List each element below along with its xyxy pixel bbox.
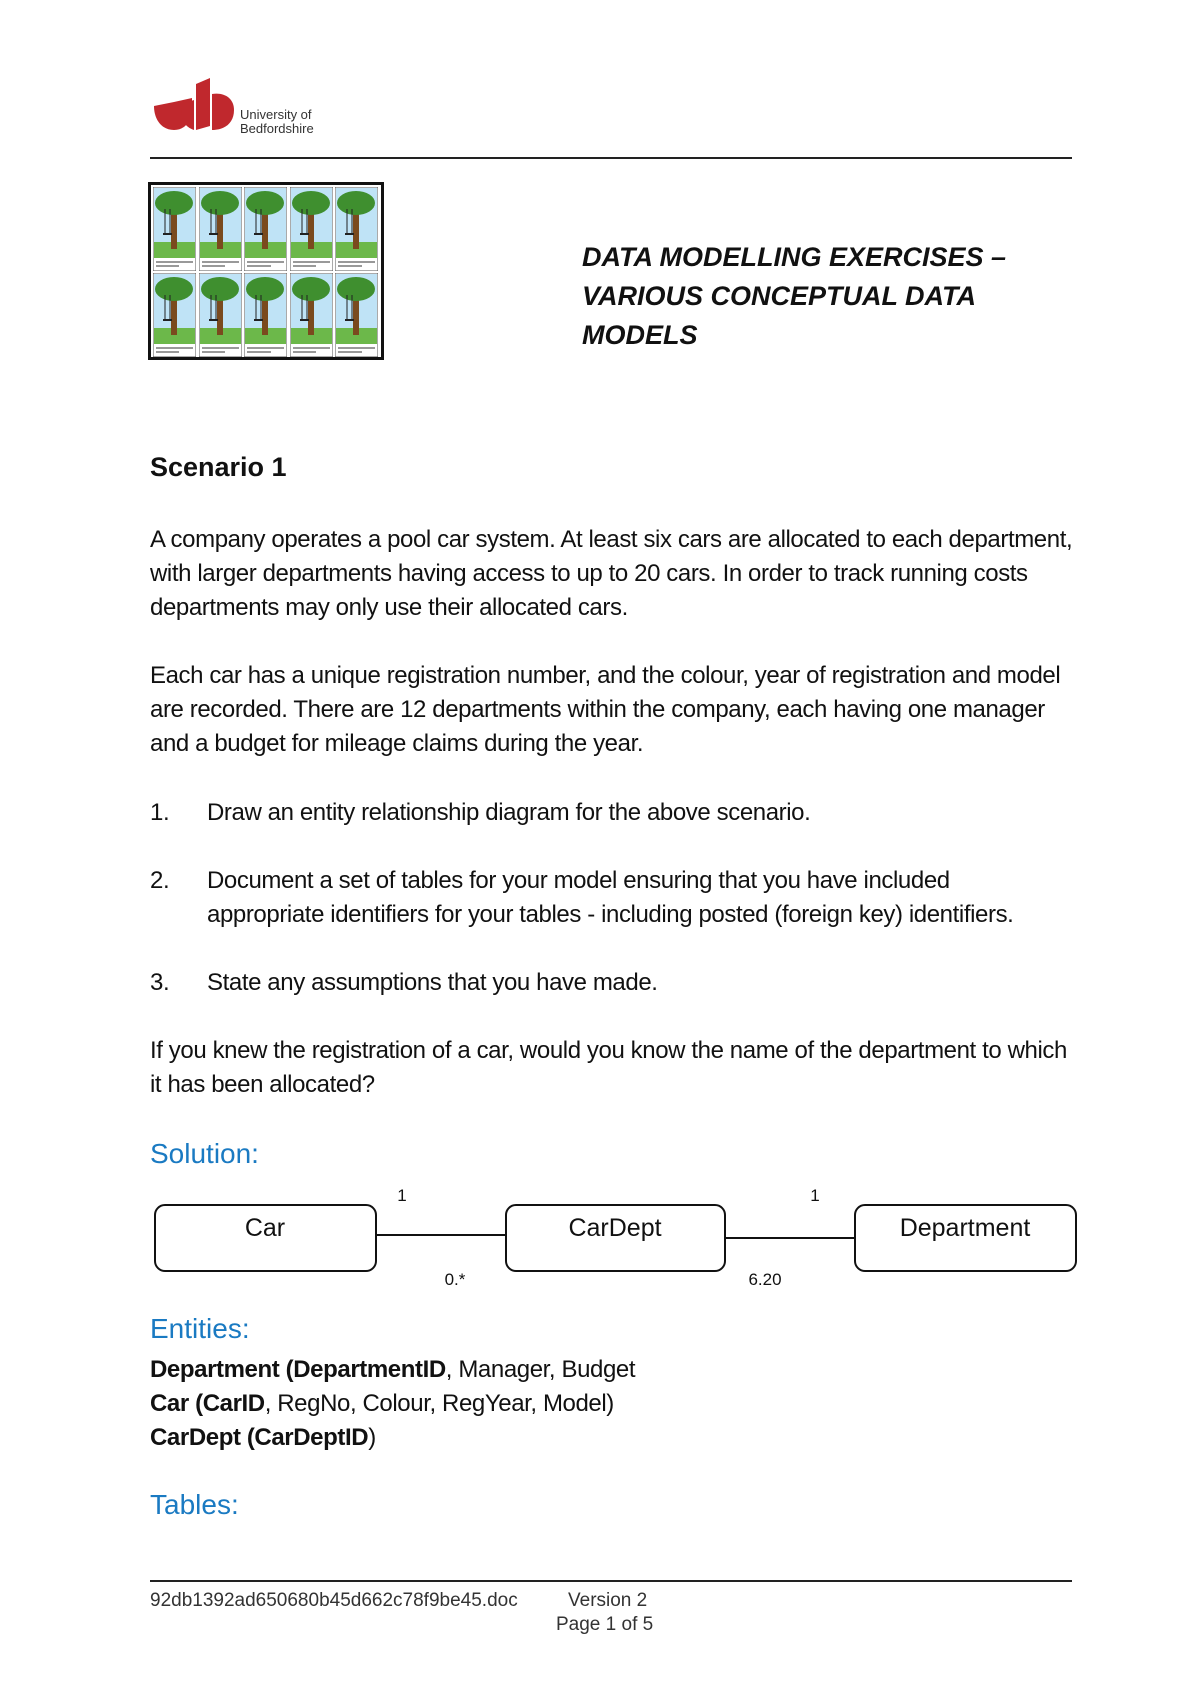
entities-list — [150, 1353, 1080, 1455]
cartoon-panel — [244, 187, 287, 271]
entity-attributes: , Manager, Budget — [445, 1356, 636, 1383]
list-item — [150, 796, 1080, 830]
cartoon-panel — [335, 273, 378, 357]
er-diagram — [140, 1185, 1080, 1290]
list-item-number: 2. — [150, 867, 170, 894]
tables-heading: Tables: — [150, 1489, 239, 1520]
cartoon-panel — [335, 187, 378, 271]
cartoon-panel — [199, 187, 242, 271]
university-logo-mark — [152, 76, 242, 136]
solution-heading: Solution: — [150, 1138, 259, 1169]
header-rule — [150, 157, 1072, 159]
cartoon-panel — [290, 273, 333, 357]
cartoon-caption — [246, 345, 285, 355]
cardinality-car-side: 1 — [397, 1186, 407, 1205]
entity-primary-key: CarID — [202, 1390, 265, 1417]
entity-name: Department ( — [150, 1356, 294, 1383]
cartoon-caption — [292, 259, 331, 269]
scenario-heading: Scenario 1 — [150, 452, 287, 482]
entity-name: Car ( — [150, 1390, 203, 1417]
title-line-1: DATA MODELLING EXERCISES – — [582, 242, 1007, 272]
footer-version: Version 2 — [568, 1590, 648, 1611]
list-item-number: 1. — [150, 799, 170, 826]
entity-label-department: Department — [899, 1214, 1031, 1242]
cartoon-caption — [201, 259, 240, 269]
entity-primary-key: CarDeptID — [254, 1424, 369, 1451]
entity-car — [150, 1387, 1080, 1421]
entity-primary-key: DepartmentID — [293, 1356, 446, 1383]
logo-text — [240, 108, 314, 136]
cartoon-caption — [337, 345, 376, 355]
cartoon-caption — [201, 345, 240, 355]
tree-swing-cartoon — [148, 182, 384, 360]
entity-name: CarDept ( — [150, 1424, 255, 1451]
cartoon-panel — [290, 187, 333, 271]
cartoon-caption — [155, 345, 194, 355]
title-line-3: MODELS — [582, 320, 698, 350]
logo-line-1: University of — [240, 107, 312, 122]
entity-department — [150, 1353, 1080, 1387]
entity-cardept — [150, 1421, 1080, 1455]
list-item-text: Draw an entity relationship diagram for the above scenario. — [207, 799, 811, 826]
list-item-number: 3. — [150, 969, 170, 996]
scenario-paragraph-2: Each car has a unique registration number, and the colour, year of registration and model are recorded. There are 12 departments within the company, each having one manager and a budget for mileage claims during the year. — [150, 662, 1061, 757]
scenario-paragraph-1: A company operates a pool car system. At least six cars are allocated to each department, with larger departments having access to up to 20 cars. In order to track running costs departments may only use their allocated cars. — [150, 526, 1073, 621]
list-item — [150, 864, 1080, 932]
cartoon-panel — [153, 187, 196, 271]
cartoon-caption — [155, 259, 194, 269]
list-item-text: State any assumptions that you have made. — [207, 969, 658, 996]
entity-attributes: ) — [368, 1424, 376, 1451]
list-item-text: Document a set of tables for your model ensuring that you have included appropriate identifiers for your tables - including posted (foreign key) identifiers. — [207, 867, 1014, 928]
cartoon-caption — [292, 345, 331, 355]
entities-heading: Entities: — [150, 1313, 250, 1344]
cartoon-panel — [244, 273, 287, 357]
cardinality-department-side: 1 — [810, 1186, 820, 1205]
scenario-question: If you knew the registration of a car, would you know the name of the department to which it has been allocated? — [150, 1037, 1067, 1098]
list-item — [150, 966, 1080, 1000]
document-title — [582, 238, 1042, 355]
title-line-2: VARIOUS CONCEPTUAL DATA — [582, 281, 977, 311]
footer-rule — [150, 1580, 1072, 1582]
cardinality-cardept-side-2: 6.20 — [748, 1270, 782, 1289]
cartoon-caption — [337, 259, 376, 269]
cartoon-caption — [246, 259, 285, 269]
cartoon-panel — [153, 273, 196, 357]
entity-attributes: , RegNo, Colour, RegYear, Model) — [264, 1390, 614, 1417]
cardinality-cardept-side-1: 0.* — [444, 1270, 466, 1289]
entity-label-cardept: CarDept — [568, 1214, 662, 1242]
logo-line-2: Bedfordshire — [240, 121, 314, 136]
entity-label-car: Car — [244, 1214, 286, 1242]
cartoon-panel — [199, 273, 242, 357]
university-logo — [152, 76, 332, 136]
footer-page-number: Page 1 of 5 — [556, 1614, 654, 1635]
footer-filename: 92db1392ad650680b45d662c78f9be45.doc — [150, 1590, 518, 1611]
